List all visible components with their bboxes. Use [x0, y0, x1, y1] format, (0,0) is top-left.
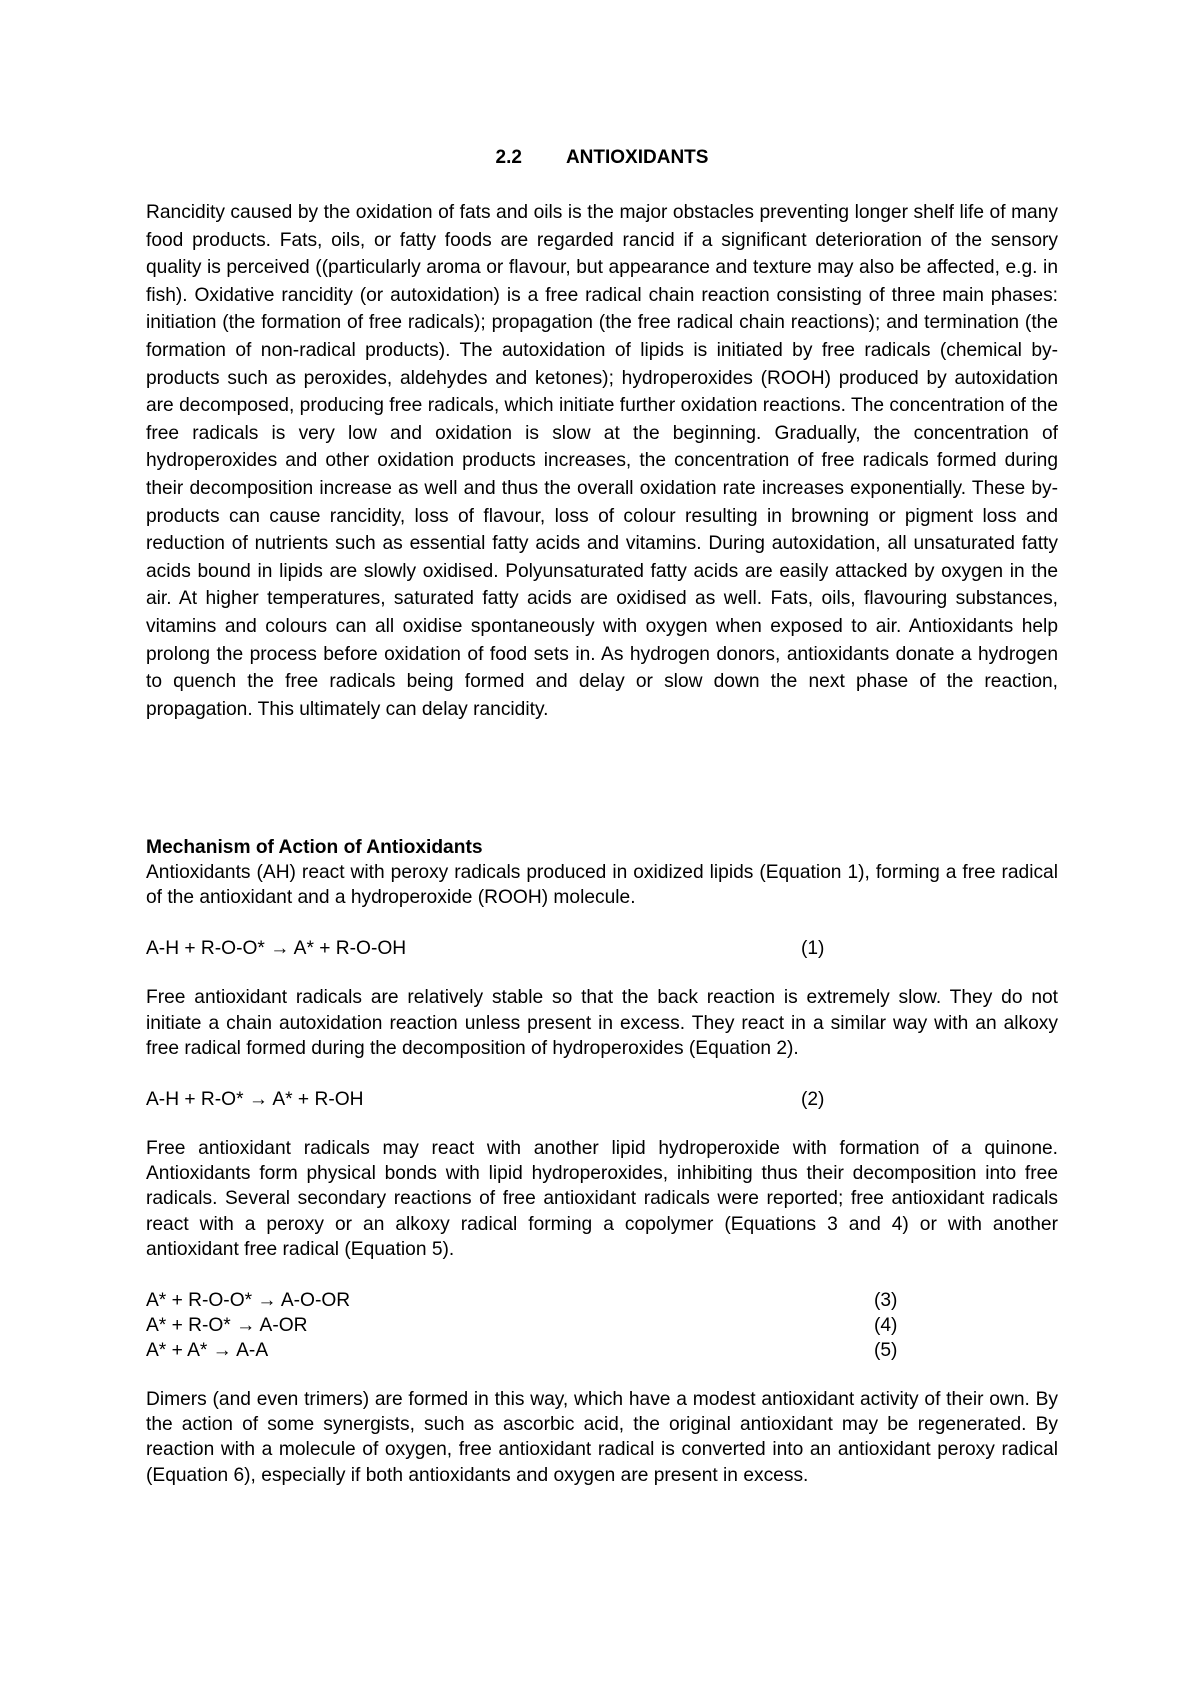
equation-4-formula: A* + R-O* → A-OR — [146, 1315, 308, 1337]
equation-3 — [146, 1288, 1058, 1313]
mechanism-paragraph-1: Antioxidants (AH) react with peroxy radicals produced in oxidized lipids (Equation 1), forming a free radical of the antioxidant and a hydroperoxide (ROOH) molecule. — [146, 862, 1058, 909]
equation-5-number: (5) — [874, 1340, 898, 1362]
equation-3-number: (3) — [874, 1290, 898, 1312]
equation-5-formula: A* + A* → A-A — [146, 1340, 269, 1362]
equation-1-number: (1) — [801, 938, 825, 960]
equation-2-number: (2) — [801, 1089, 825, 1111]
section-number: 2.2 — [495, 147, 522, 168]
section-title: ANTIOXIDANTS — [565, 147, 709, 168]
mechanism-paragraph-3: Free antioxidant radicals may react with another lipid hydroperoxide with formation of a quinone. Antioxidants form physical bonds with lipid hydroperoxides, inhibiting thus their decomposition into free radicals. Several secondary reactions of free antioxidant radicals were reported; free antioxidant radicals react with a peroxy or an alkoxy radical forming a copolymer (Equations 3 and 4) or with another antioxidant free radical (Equation 5). — [146, 1138, 1058, 1260]
mechanism-title: Mechanism of Action of Antioxidants — [146, 837, 483, 858]
equation-4 — [146, 1313, 1058, 1338]
equation-2-formula: A-H + R-O* → A* + R-OH — [146, 1089, 364, 1111]
equation-3-formula: A* + R-O-O* → A-O-OR — [146, 1290, 351, 1312]
equation-1-formula: A-H + R-O-O* → A* + R-O-OH — [146, 938, 407, 960]
intro-paragraph: Rancidity caused by the oxidation of fats and oils is the major obstacles preventing longer shelf life of many food products. Fats, oils, or fatty foods are regarded rancid if a significant deterioration of the sensory quality is perceived ((particularly aroma or flavour, but appearance and texture may also be affected, e.g. in fish). Oxidative rancidity (or autoxidation) is a free radical chain reaction consisting of three main phases: initiation (the formation of free radicals); propagation (the free radical chain reactions); and termination (the formation of non-radical products). The autoxidation of lipids is initiated by free radicals (chemical by-products such as peroxides, aldehydes and ketones); hydroperoxides (ROOH) produced by autoxidation are decomposed, producing free radicals, which initiate further oxidation reactions. The concentration of the free radicals is very low and oxidation is slow at the beginning. Gradually, the concentration of hydroperoxides and other oxidation products increases, the concentration of free radicals formed during their decomposition increase as well and thus the overall oxidation rate increases exponentially. These by-products can cause rancidity, loss of flavour, loss of colour resulting in browning or pigment loss and reduction of nutrients such as essential fatty acids and vitamins. During autoxidation, all unsaturated fatty acids bound in lipids are slowly oxidised. Polyunsaturated fatty acids are easily attacked by oxygen in the air. At higher temperatures, saturated fatty acids are oxidised as well. Fats, oils, flavouring substances, vitamins and colours can all oxidise spontaneously with oxygen when exposed to air. Antioxidants help prolong the process before oxidation of food sets in. As hydrogen donors, antioxidants donate a hydrogen to quench the free radicals being formed and delay or slow down the next phase of the reaction, propagation. This ultimately can delay rancidity. — [146, 202, 1058, 720]
mechanism-section — [146, 835, 1058, 1488]
equation-5 — [146, 1338, 1058, 1363]
section-heading — [146, 146, 1058, 170]
mechanism-paragraph-2: Free antioxidant radicals are relatively stable so that the back reaction is extremely slow. They do not initiate a chain autoxidation reaction unless present in excess. They react in a similar way with an alkoxy free radical formed during the decomposition of hydroperoxides (Equation 2). — [146, 987, 1058, 1059]
mechanism-paragraph-4: Dimers (and even trimers) are formed in this way, which have a modest antioxidant activity of their own. By the action of some synergists, such as ascorbic acid, the original antioxidant may be regenerated. By reaction with a molecule of oxygen, free antioxidant radical is converted into an antioxidant peroxy radical (Equation 6), especially if both antioxidants and oxygen are present in excess. — [146, 1389, 1058, 1486]
equation-4-number: (4) — [874, 1315, 898, 1337]
equation-1 — [146, 936, 1058, 961]
equation-2 — [146, 1087, 1058, 1112]
